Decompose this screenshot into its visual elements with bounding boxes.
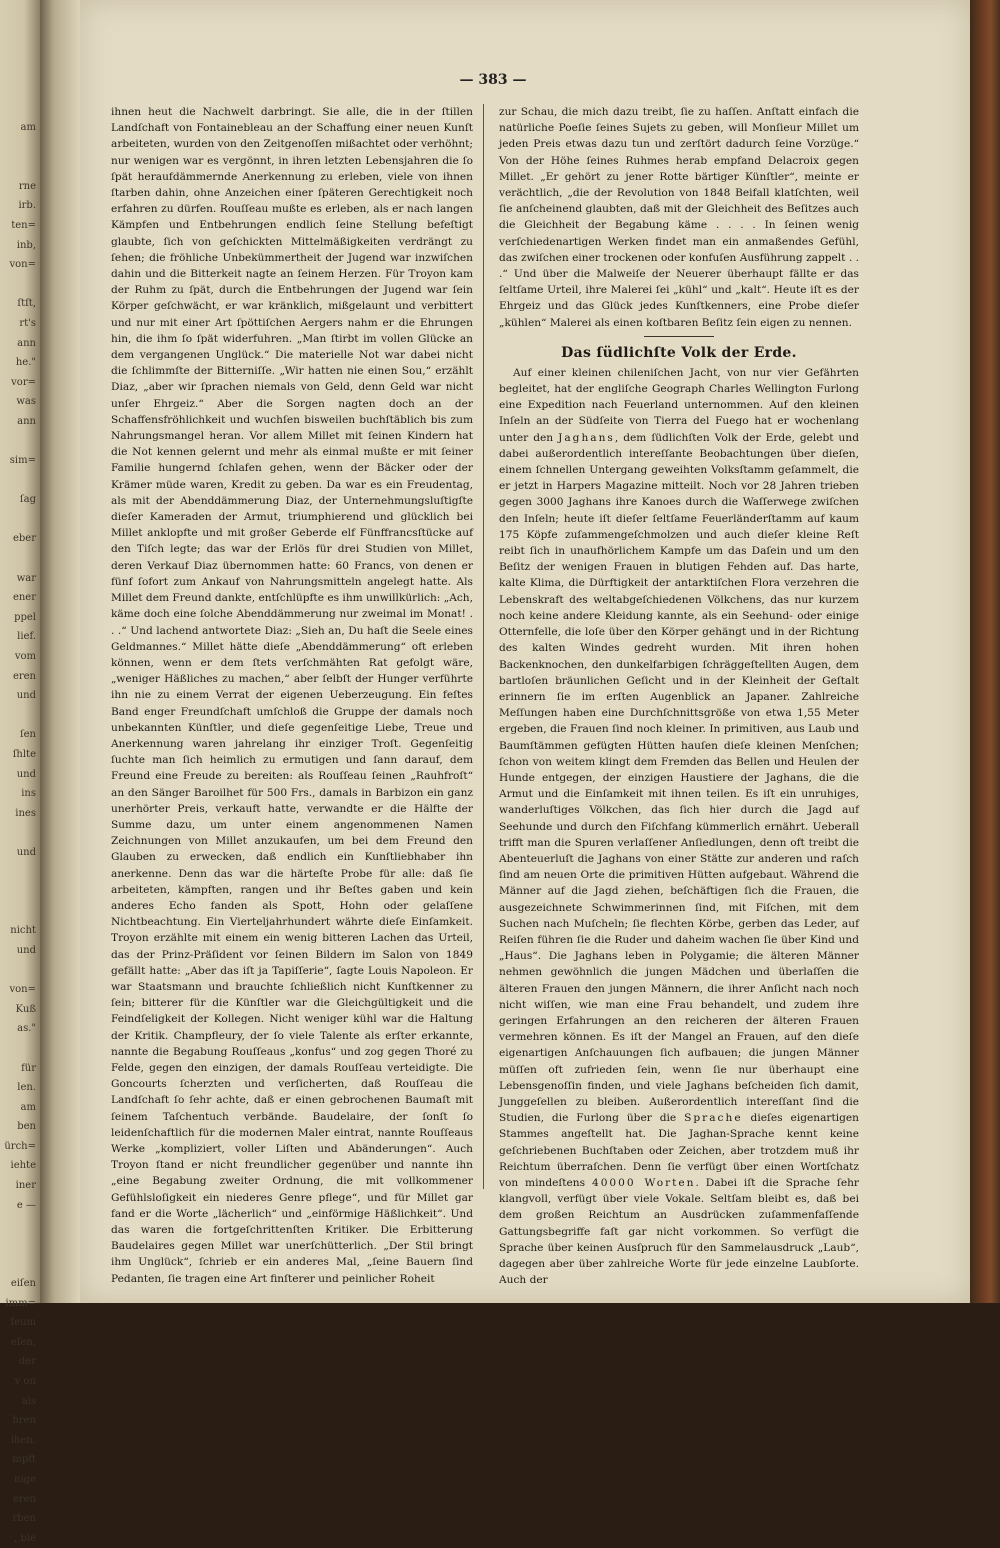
left-page-fragment [4,961,36,981]
left-page-edge [0,0,40,1544]
section-text-a: Auf einer kleinen chileniſchen Jacht, von nur vier Gefährten begleitet, hat der engliſche Geograph Charles Wellington Furlong eine Expedition nach Feuerland unternommen. Auf den kleinen Inſeln an der Südſeite von Tierra del Fuego hat er wochenlang unter den [499,366,859,444]
left-page-fragment: von= [9,984,36,996]
right-column [499,104,859,1287]
left-page-fragment: Kuß [15,1003,36,1015]
left-page-fragment: e — [16,1199,36,1211]
book-page [80,0,970,1303]
left-page-fragment: von= [9,259,36,271]
spaced-word-sprache: Sprache [684,1112,743,1125]
page-number: — 383 — [459,72,527,88]
left-page-fragment: war [16,572,36,584]
left-page-fragment: sim= [9,455,36,467]
left-page-fragment [4,823,36,843]
left-page-fragment: ins [21,788,36,800]
left-page-fragment [4,706,36,726]
left-page-fragment: imm= [5,1297,36,1309]
left-page-fragment: ürch= [4,1140,36,1152]
left-page-fragment [4,471,36,491]
left-page-fragment [4,549,36,569]
left-page-fragment [4,1039,36,1059]
left-page-fragment: ann [17,337,36,349]
left-page-fragment: eren [12,1493,36,1505]
section-separator [644,336,714,337]
section-text-c: dieſes eigenartigen Stammes angeſtellt hat. Die Jaghan-Sprache kennt keine geſchriebenen Buchſtaben oder Zeichen, aber trotzdem muß ihr Reichtum überraſchen. Denn ſie verfügt über einen Wortſchatz von mindeſtens [499,1112,859,1189]
left-page-fragment: mpft [12,1454,36,1466]
left-page-fragment: vom [14,651,36,663]
left-page-fragment: als [21,1395,36,1407]
left-page-fragment: v on [14,1376,36,1387]
left-page-fragment: lief. [17,631,36,643]
left-page-fragment: iner [15,1180,36,1192]
left-page-fragment [4,275,36,295]
left-page-fragment: der [18,1356,36,1368]
left-page-fragment: ines [15,807,36,819]
left-page-fragment: ben [17,1121,36,1133]
left-page-fragment: und [16,846,36,858]
book-gutter [40,0,80,1303]
left-page-fragment: rben [12,1513,36,1525]
spaced-word-jaghans: Jaghans [558,431,615,444]
left-page-fragment [4,1235,36,1255]
left-page-fragment: und [16,768,36,780]
section-title: Das ſüdlichſte Volk der Erde. [561,344,797,361]
book-cover-edge [970,0,1000,1303]
left-page-fragment: nige [14,1473,36,1485]
left-page-fragment: rne [18,180,36,192]
left-page-fragment: ſhlte [12,749,36,760]
left-page-fragment: eſen, [10,1336,36,1348]
right-column-continuation: zur Schau, die mich dazu treibt, ſie zu haſſen. Anſtatt einfach die natürliche Poeſie ſeines Sujets zu geben, will Monſieur Millet um jeden Preis etwas dazu tun und zerſtört dadurch ſeine Vorzüge.“ Von der Höhe ſeines Ruhmes herab empfand Delacroix gegen Millet. „Er gehört zu jener Rotte bärtiger Künſtler“, meinte er verächtlich, „die der Revolution von 1848 Beifall klatſchten, weil ſie anſcheinend glaubten, daß mit der Gleichheit des Beſitzes auch die Gleichheit der Begabung käme . . . . In ſeinen wenig verſchiedenartigen Werken findet man ein anmaßendes Gefühl, das zwiſchen einer trockenen oder konfuſen Ausführung zappelt . . .“ Und über die Malweiſe der Neuerer überhaupt fällte er das ſeltſame Urteil, ihre Malerei ſei „kühl“ und „kalt“. Heute iſt es der Ehrgeiz und das Glück jedes Kunſtkenners, eine Probe dieſer „kühlen“ Malerei als einen koſtbaren Beſitz ſein eigen zu nennen. [499,106,859,329]
left-page-fragment: as." [17,1023,36,1035]
left-page-fragment: rt's [19,317,36,329]
left-page-fragments [4,118,36,1548]
left-page-fragment: ppel [14,611,36,623]
left-page-fragment: ten= [11,219,36,231]
left-page-fragment: len. [17,1082,36,1094]
left-page-fragment [4,510,36,530]
left-page-fragment: und [16,944,36,956]
left-page-fragment: für [21,1062,36,1074]
left-page-fragment: am [20,122,36,133]
left-page-fragment: und [16,690,36,702]
left-page-fragment [4,902,36,922]
left-page-fragment: , bie [14,1532,36,1544]
left-page-fragment: eren [12,670,36,682]
left-page-fragment: irb. [18,200,36,212]
section-text-d: . Dabei iſt die Sprache ſehr klangvoll, verfügt über viele Vokale. Seltſam bleibt es, daß bei dem großen Reichtum an Ausdrücken zuſammenfaſſende Gattungsbegriffe faſt gar nicht vorkommen. So verfügt die Sprache über keinen Ausſpruch für den Sammelausdruck „Laub“, dagegen aber über zahlreiche Worte für jede einzelne Laubſorte. Auch der [499,1177,859,1287]
left-page-fragment [4,1215,36,1235]
left-page-fragment: ſag [19,494,36,506]
left-page-fragment: ſeum [10,1317,36,1329]
left-page-fragment [4,157,36,177]
left-page-fragment: he." [15,357,36,369]
left-page-fragment: ſen [19,729,36,741]
left-page-fragment: vor= [11,376,36,388]
left-column [111,104,473,1285]
left-page-fragment [4,863,36,883]
left-page-fragment [4,138,36,158]
left-page-fragment: was [16,396,36,408]
left-page-fragment [4,882,36,902]
left-page-fragment: eber [12,533,36,545]
left-page-fragment [4,1254,36,1274]
section-text-b: , dem ſüdlichſten Volk der Erde, gelebt und dabei außerordentlich intereſſante Beobachtungen über dieſen, einem ſchnellen Untergang geweihten Volksſtamm geſammelt, die er jetzt in Harpers Magazine mitteilt. Noch vor 28 Jahren trieben gegen 3000 Jaghans ihre Kanoes durch die Waſſerwege zwiſchen den Inſeln; heute iſt dieſer ſeltſame Feuerländerſtamm auf kaum 175 Köpfe zuſammengeſchmolzen und auch dieſer kleine Reſt reibt ſich in unaufhörlichem Kampfe um das Daſein und um den Beſitz der wenigen Frauen in blutigen Fehden auf. Das harte, kalte Klima, die Dürftigkeit der antarktiſchen Flora verzehren die Lebenskraft des weltabgeſchiedenen Völkchens, das nur kurzem noch keine andere Kleidung kannte, als ein Seehund- oder einige Otternfelle, die loſe über den Körper gehängt und in der Richtung des kalten Windes gedreht wurden. Mit ihren hohen Backenknochen, den dunkelfarbigen ſchräggeſtellten Augen, dem bartloſen bräunlichen Geſicht und in der Kleinheit der Geſtalt erinnern ſie im erſten Augenblick an Japaner. Zahlreiche Meſſungen haben eine Durchſchnittsgröße von etwa 1,55 Meter ergeben, die Frauen ſind noch kleiner. In primitiven, aus Laub und Baumſtämmen gefügten Hütten hauſen dieſe kleinen Menſchen; ſchon von weitem klingt dem Fremden das Bellen und Heulen der Hunde entgegen, der einzigen Haustiere der Jaghans, die die Armut und die Einſamkeit mit ihnen teilen. Es iſt ein unruhiges, wanderluſtiges Völkchen, das ſich hier durch die Jagd auf Seehunde und durch den Fiſchfang kümmerlich ernährt. Ueberall trifft man die Spuren verlaſſener Anſiedlungen, denn oft treibt die Abenteuerluſt die Jaghans von einer Stätte zur anderen und raſch ſind am neuen Orte die primitiven Hütten aufgebaut. Während die Männer auf die Jagd ziehen, beſchäftigen ſich die Frauen, die ausgezeichnete Schwimmerinnen ſind, mit Fiſchen, mit dem Suchen nach Muſcheln; ſie flechten Körbe, gerben das Leder, auf Reiſen führen ſie die Ruder und daheim wachen ſie über Kind und „Haus“. Die Jaghans leben in Polygamie; die älteren Männer nehmen gewöhnlich die jungen Mädchen und überlaſſen die älteren Frauen den jungen Männern, die ihrer Anſicht nach noch nicht wiſſen, wie man eine Frau behandelt, und zudem ihre geringen Erfahrungen an den reicheren der älteren Frauen vermehren können. Es iſt der Mangel an Frauen, auf den dieſe eigenartigen Anſchauungen ſich aufbauen; die jungen Männer müſſen oft zufrieden ſein, wenn ſie nur überhaupt eine Lebensgenoſſin finden, und viele Jaghans beſcheiden ſich damit, Junggeſellen zu bleiben. Außerordentlich intereſſant ſind die Studien, die Furlong über die [499,431,859,1125]
left-page-fragment: eiſen [10,1278,36,1290]
spaced-word-count: 40000 Worten [591,1177,696,1189]
left-page-fragment: am [20,1101,36,1113]
left-page-fragment [4,432,36,452]
column-divider [483,104,484,1189]
left-page-fragment: ann [17,415,36,427]
left-page-fragment: nicht [10,925,36,937]
left-page-fragment: ener [12,592,36,604]
left-page-fragment: inb, [16,239,36,251]
left-page-fragment: ihen. [10,1434,36,1446]
left-page-fragment: ſtſt, [17,298,36,310]
section-body [499,365,859,1289]
left-column-text: ihnen heut die Nachwelt darbringt. Sie alle, die in der ſtillen Landſchaft von Fontainebleau an der Schaffung einer neuen Kunſt arbeiteten, wurden von den Zeitgenoſſen mißachtet oder verhöhnt; nur wenigen war es vergönnt, in ihren letzten Lebensjahren die ſo ſpät heraufdämmernde Anerkennung zu erleben, viele von ihnen ſtarben dahin, ohne Anzeichen einer ſpäteren Gerechtigkeit noch erfahren zu dürfen. Rouſſeau mußte es erleben, als er nach langen Kämpfen und Entbehrungen endlich ſeine Stellung befeſtigt glaubte, ſich von geſchickten Mittelmäßigkeiten verdrängt zu ſehen; die fröhliche Unbekümmertheit der Jugend war inzwiſchen dahin und die Bitterkeit nagte an ſeinem Herzen. Für Troyon kam der Ruhm zu ſpät, durch die Entbehrungen der Jugend war ſein Körper geſchwächt, er war kränklich, mißgelaunt und verbittert und nur mit einer Art ſpöttiſchen Aergers nahm er die Ehrungen hin, die ihm ſo ſpät widerfuhren. „Man ſtirbt im vollen Glücke an dem vergangenen Unglück.“ Die materielle Not war dabei nicht die ſchlimmſte der Bitterniſſe. „Wir hatten nie einen Sou,“ erzählt Diaz, „aber wir ſprachen niemals von Geld, denn Geld war nicht unſer Ehrgeiz.“ Aber die Sorgen nagten doch an der Schaffensfröhlichkeit und wuchſen bisweilen buchſtäblich bis zum Nahrungsmangel heran. Vor allem Millet mit ſeinen Kindern hat die Not kennen gelernt und mehr als einmal mußte er mit ſeiner Familie hungernd ſchlafen gehen, wenn der Bäcker oder der Krämer müde waren, Kredit zu geben. Da war es ein Freudentag, als mit der Abenddämmerung Diaz, der Unternehmungsluſtigſte dieſer Kameraden der Armut, triumphierend und glücklich bei Millet anklopfte und mit großer Geberde elf Fünffrancsſtücke auf den Tiſch legte; das war der Erlös für drei Studien von Millet, deren Verkauf Diaz übernommen hatte: 60 Francs, von denen er fünf ſofort zum Ankauf von Nahrungsmitteln angelegt hatte. Als Millet dem Freund dankte, entſchlüpfte es ihm unwillkürlich: „Ach, käme doch eine ſolche Abenddämmerung nur zweimal im Monat! . . .“ Und lachend antwortete Diaz: „Sieh an, Du haſt die Seele eines Geldmannes.“ Millet hätte dieſe „Abenddämmerung“ oft erleben können, wenn er dem ſtets verſchmähten Rat gefolgt wäre, „weniger Häßliches zu machen,“ aber ſelbſt der Hunger verführte ihn nie zu einem Verrat der eigenen Ueberzeugung. Ein feſtes Band enger Freundſchaft umſchloß die Gruppe der damals noch unbekannten Künſtler, und dieſe gegenſeitige Liebe, Treue und Anerkennung waren jahrelang ihr einziger Troſt. Gegenſeitig ſuchte man ſich heimlich zu ermutigen und ſann darauf, dem Freund eine Freude zu bereiten: als Rouſſeau ſeinen „Rauhfroſt“ an den Sänger Baroilhet für 500 Frs., damals in Barbizon ein ganz unerhörter Preis, verkauft hatte, verwandte er die Hälfte der Summe dazu, um unter einem angenommenen Namen Zeichnungen von Millet anzukaufen, um bei dem Freund den Glauben zu erwecken, daß endlich ein Kunſtliebhaber ihn anerkenne. Denn das war die härteſte Probe für alle: daß ſie arbeiteten, kämpften, rangen und ihr Beſtes gaben und kein anderes Echo fanden als Spott, Hohn oder gelaſſene Nichtbeachtung. Ein Vierteljahrhundert währte dieſe Einſamkeit. Troyon erzählte mit einem ein wenig bitteren Lachen das Urteil, das der Prinz-Präſident vor ſeinen Bildern im Salon von 1849 gefällt hatte: „Aber das iſt ja Tapiſſerie“, ſagte Louis Napoleon. Er war Staatsmann und brauchte ſchließlich nicht Kunſtkenner zu ſein; bitterer für die Künſtler war die Gleichgültigkeit und die Feindſeligkeit der Kollegen. Nicht weniger kühl war die Haltung der Kritik. Champfleury, der ſo viele Talente als erſter erkannte, nannte die Begabung Rouſſeaus „konfus“ und zog gegen Thoré zu Felde, gegen den einzigen, der damals Rouſſeau verteidigte. Die Goncourts ſcherzten und verſicherten, daß Rouſſeau die Landſchaft ſo ſehr achte, daß er einen gebrochenen Baumaſt mit ſeinem Taſchentuch verbände. Baudelaire, der ſonſt ſo leidenſchaftlich für die modernen Maler eintrat, nannte Rouſſeaus Werke „kompliziert, voller Liſten und Abänderungen“. Auch Troyon ſtand er nicht freundlicher gegenüber und nannte ihn „eine Begabung zweiter Ordnung, die mit vollkommener Gefühlsloſigkeit ein niederes Genre pflege“, und für Millet gar fand er die Worte „lächerlich“ und „einförmige Häßlichkeit“. Und das waren die fortgeſchrittenſten Kritiker. Die Erbitterung Baudelaires gegen Millet war unerſchütterlich. „Der Stil bringt ihm Unglück“, ſchrieb er ein anderes Mal, „ſeine Bauern ſind Pedanten, ſie tragen eine Art finſterer und peinlicher Roheit [111,106,473,1285]
left-page-fragment: iehte [10,1160,36,1172]
left-page-fragment: hren [12,1415,36,1427]
